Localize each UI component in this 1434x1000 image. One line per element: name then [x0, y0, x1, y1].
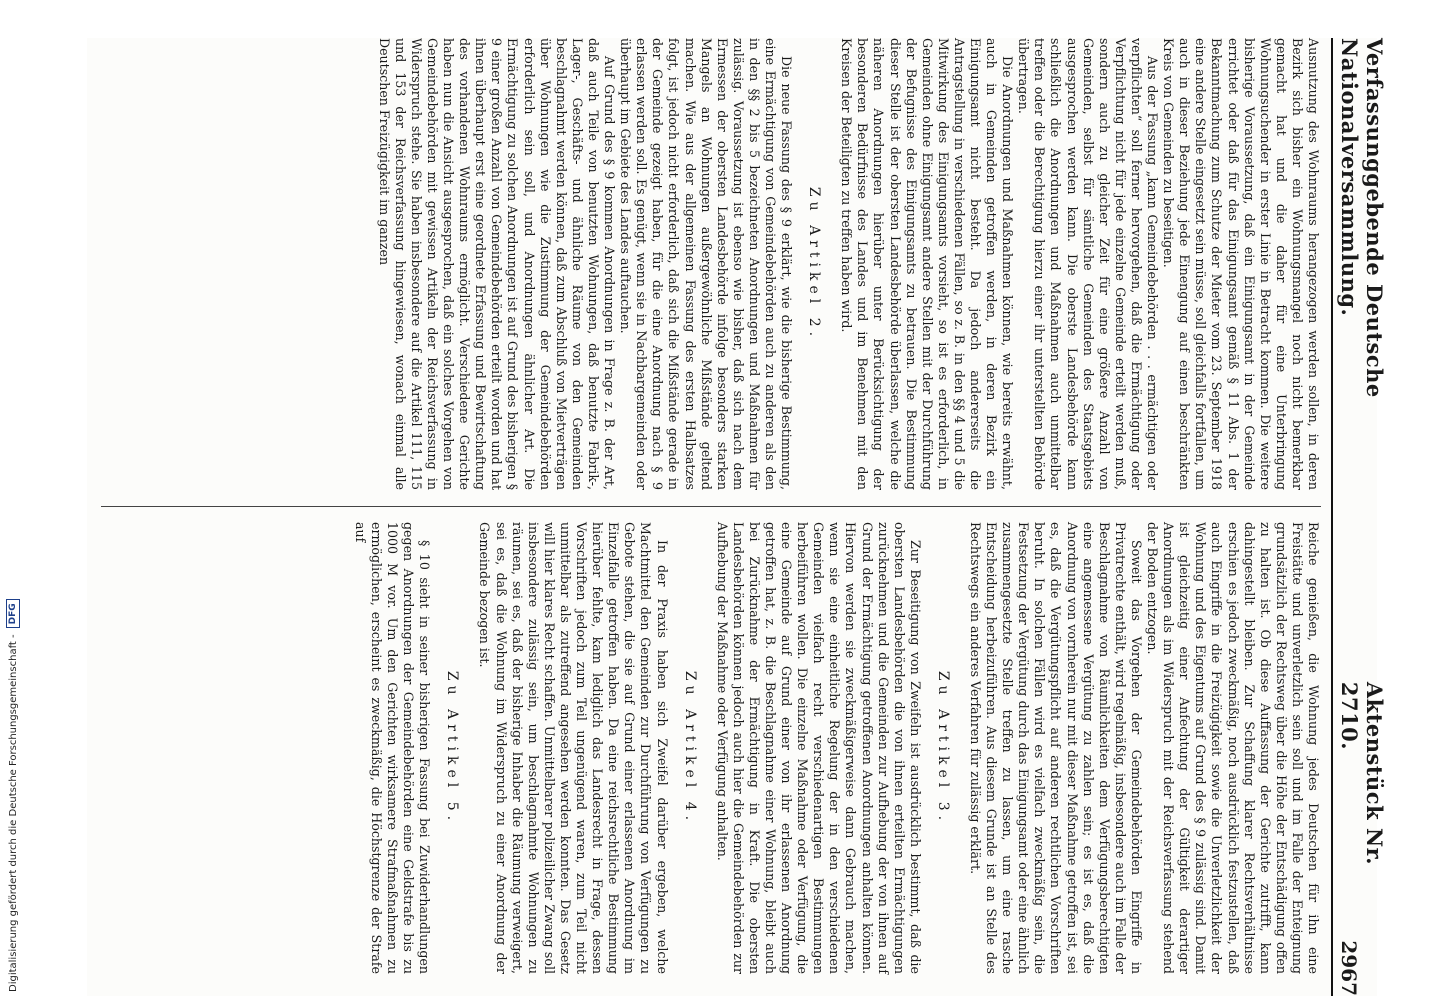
page-header [1337, 38, 1387, 996]
paragraph: Die Anordnungen und Maßnahmen können, wie bereits erwähnt, auch in Gemeinden getroffen werden, in deren Bezirk ein Einigungsamt nicht besteht. Da jedoch andererseits die Antragstellung in verschiedenen Fällen, so z. B. in den §§ 4 und 5 die Mitwirkung des Einigungsamts vorsieht, so ist es erforderlich, in Gemeinden ohne Einigungsamt andere Stellen mit der Durchführung der Befugnisse des Einigungsamts zu betrauen. Die Bestimmung dieser Stelle ist der obersten Landesbehörde überlassen, welche die näheren Anordnungen hierüber unter Berücksichtigung der besonderen Bedürfnisse des Landes und im Benehmen mit den Kreisen der Beteiligten zu treffen haben wird. [839, 38, 1016, 490]
paragraph: Ausnutzung des Wohnraums herangezogen werden sollen, in deren Bezirk sich bisher ein Wohnungsmangel noch nicht bemerkbar gemacht hat und die daher für eine Unterbringung Wohnungsuchender in erster Linie in Betracht kommen. Die weitere bisherige Voraussetzung, daß ein Einigungsamt in der Gemeinde errichtet oder daß für das Einigungsamt gemäß § 11 Abs. 1 der Bekanntmachung zum Schutze der Mieter vom 23. September 1918 eine andere Stelle eingesetzt sein müsse, soll gleichfalls fortfallen, um auch in dieser Beziehung jede Einengung auf einen beschränkten Kreis von Gemeinden zu beseitigen. [1161, 38, 1321, 490]
paragraph: Die neue Fassung des § 9 erklärt, wie die bisherige Bestimmung, eine Ermächtigung von Gemeindebehörden auch zu anderen als den in den §§ 2 bis 5 bezeichneten Anordnungen und Maßnahmen für zulässig. Voraussetzung ist ebenso wie bisher, daß sich nach dem Ermessen der obersten Landesbehörde infolge besonders starken Mangels an Wohnungen außergewöhnliche Mißstände geltend machen. Wie aus der allgemeinen Fassung des ersten Halbsatzes folgt, ist jedoch nicht erforderlich, daß sich die Mißstände gerade in der Gemeinde gezeigt haben, für die eine Anordnung nach § 9 erlassen werden soll. Es genügt, wenn sie in Nachbargemeinden oder überhaupt im Gebiete des Landes auftauchen. [618, 38, 795, 490]
document-number: Aktenstück Nr. 2710. [1337, 681, 1387, 866]
paragraph: Aus der Fassung „kann Gemeindebehörden . . . ermächtigen oder verpflichten“ soll ferner hervorgehen, daß die Ermächtigung oder Verpflichtung nicht für jede einzelne Gemeinde erteilt werden muß, sondern auch zu gleicher Zeit für eine größere Anzahl von Gemeinden, selbst für sämtliche Gemeinden des Staatsgebiets ausgesprochen werden kann. Die oberste Landesbehörde kann schließlich die Anordnungen und Maßnahmen auch unmittelbar treffen oder die Berechtigung hierzu einer ihr unterstellten Behörde übertragen. [1016, 38, 1161, 490]
paragraph: Auf Grund des § 9 kommen Anordnungen in Frage z. B. der Art, daß auch Teile von benutzten Wohnungen, daß benutzte Fabrik-, Lager-, Geschäfts- und ähnliche Räume von den Gemeinden beschlagnahmt werden können, daß zum Abschluß von Mietverträgen über Wohnungen wie die Zustimmung der Gemeindebehörden erforderlich sein soll, und Anordnungen ähnlicher Art. Die Ermächtigung zu solchen Anordnungen ist auf Grund des bisherigen § 9 einer großen Anzahl von Gemeindebehörden erteilt worden und hat ihnen überhaupt erst eine geordnete Erfassung und Bewirtschaftung des vorhandenen Wohnraums ermöglicht. Verschiedene Gerichte haben nun die Ansicht ausgesprochen, daß ein solches Vorgehen von Gemeindebehörden mit gewissen Artikeln der Reichsverfassung in Widerspruch stehe. Sie haben insbesondere auf die Artikel 111, 115 und 153 der Reichsverfassung hingewiesen, wonach einmal alle Deutschen Freizügigkeit im ganzen [376, 38, 618, 490]
column-divider [101, 506, 1321, 507]
document-page [87, 38, 1387, 996]
paragraph: Zur Beseitigung von Zweifeln ist ausdrücklich bestimmt, daß die obersten Landesbehörden die von ihnen erteilten Ermächtigungen zurücknehmen und die Gemeinden zur Aufhebung der von ihnen auf Grund der Ermächtigung getroffenen Anordnungen anhalten können. Hiervon werden sie zweckmäßigerweise dann Gebrauch machen, wenn sie eine einheitliche Regelung der in den verschiedenen Gemeinden vielfach recht verschiedenartigen Bestimmungen herbeiführen wollen. Die einzelne Maßnahme oder Verfügung, die eine Gemeinde auf Grund einer von ihr erlassenen Anordnung getroffen hat, z. B. die Beschlagnahme einer Wohnung, bleibt auch bei Zurücknahme der Ermächtigung in Kraft. Die obersten Landesbehörden können jedoch auch hier die Gemeindebehörden zur Aufhebung der Maßnahme oder Verfügung anhalten. [714, 522, 923, 974]
footer-text: Digitalisierung gefördert durch die Deutsche Forschungsgemeinschaft - [7, 634, 19, 992]
page-number: 2967 [1337, 940, 1361, 996]
paragraph: Reiche genießen, die Wohnung jedes Deutschen für ihn eine Freistätte und unverletzlich sein soll und im Falle der Enteignung grundsätzlich der Rechtsweg über die Höhe der Entschädigung offen zu halten ist. Ob diese Auffassung der Gerichte zutrifft, kann dahingestellt bleiben. Zur Schaffung klarer Rechtsverhältnisse erschien es jedoch zweckmäßig, noch ausdrücklich festzustellen, daß auch Eingriffe in die Freizügigkeit sowie die Unverletzlichkeit der Wohnung und des Eigentums auf Grund des § 9 zulässig sind. Damit ist gleichzeitig einer Anfechtung der Gültigkeit derartiger Anordnungen als im Widerspruch mit der Reichsverfassung stehend der Boden entzogen. [1145, 522, 1321, 974]
header-rule [1331, 38, 1333, 996]
section-heading: Zu Artikel 3. [934, 670, 951, 826]
section-heading: Zu Artikel 5. [444, 670, 461, 826]
digitization-footer [4, 8, 22, 992]
paragraph: In der Praxis haben sich Zweifel darüber ergeben, welche Machtmittel den Gemeinden zur Durchführung von Verfügungen zu Gebote stehen, die sie auf Grund einer erlassenen Anordnung im Einzelfalle getroffen haben. Da eine reichsrechtliche Bestimmung hierüber fehlte, kam lediglich das Landesrecht in Frage, dessen Vorschriften jedoch zum Teil ungenügend waren, zum Teil nicht unmittelbar als zutreffend angesehen werden konnten. Das Gesetz will hier klares Recht schaffen. Unmittelbarer polizeilicher Zwang soll insbesondere zulässig sein, um beschlagnahmte Wohnungen zu räumen, sei es, daß der bisherige Inhaber die Räumung verweigert, sei es, daß die Wohnung im Widerspruch zu einer Anordnung der Gemeinde bezogen ist. [477, 522, 670, 974]
dfg-logo: DFG [6, 599, 20, 628]
left-column [376, 38, 1321, 490]
paragraph: Soweit das Vorgehen der Gemeindebehörden Eingriffe in Privatrechte enthält, wird regelmäßig, insbesondere auch im Falle der Beschlagnahme von Räumlichkeiten dem Verfügungsberechtigten eine angemessene Vergütung zu zahlen sein; es ist es, daß die Anordnung von vornherein nur mit dieser Maßnahme getroffen ist, sei es, daß die Vergütungspflicht auf anderen rechtlichen Vorschriften beruht. In solchen Fällen wird es vielfach zweckmäßig sein, die Festsetzung der Vergütung durch das Einigungsamt oder eine ähnlich zusammengesetzte Stelle treffen zu lassen, um eine rasche Entscheidung herbeizuführen. Aus diesem Grunde ist an Stelle des Rechtswegs ein anderes Verfahren für zulässig erklärt. [968, 522, 1144, 974]
right-column [352, 522, 1321, 974]
header-title: Verfassunggebende Deutsche Nationalversammlung. [1337, 38, 1387, 398]
section-heading: Zu Artikel 4. [681, 670, 698, 826]
section-heading: Zu Artikel 2. [806, 186, 823, 342]
paragraph: § 10 sieht in seiner bisherigen Fassung bei Zuwiderhandlungen gegen Anordnungen der Gemeindebehörden eine Geldstrafe bis zu 1000 M vor. Um den Gerichten wirksamere Strafmaßnahmen zu ermöglichen, erscheint es zweckmäßig, die Höchstgrenze der Strafe auf [352, 522, 433, 974]
